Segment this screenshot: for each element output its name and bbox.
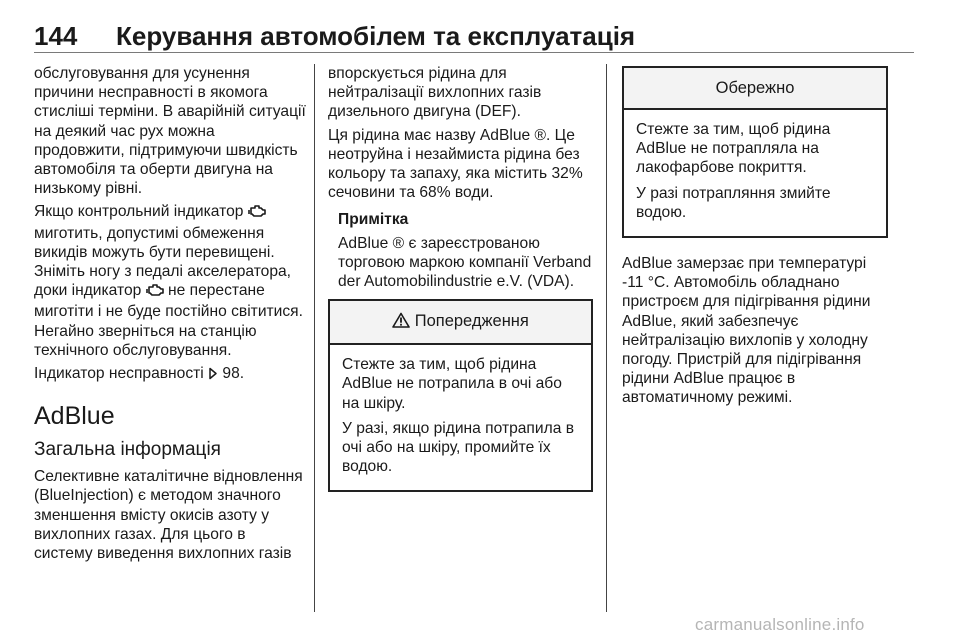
caution-title: Обережно	[715, 79, 795, 97]
column-divider-1	[314, 64, 315, 612]
caution-header	[624, 68, 886, 110]
paragraph: Ця рідина має назву AdBlue ®. Це неотруйна і незаймиста рідина без кольору та запаху, яка містить 32% сечовини та 68% води.	[328, 126, 583, 202]
paragraph: впорскується рідина для нейтралізації вихлопних газів дизельного двигуна (DEF).	[328, 65, 542, 121]
reference-text: Індикатор несправності	[34, 365, 204, 383]
note-title: Примітка	[338, 211, 409, 229]
caution-text: Стежте за тим, щоб рідина AdBlue не потрапляла на лакофарбове покриття.	[636, 121, 831, 177]
column-divider-2	[606, 64, 607, 612]
paragraph-text: миготить, допустимі обмеження викидів можуть бути перевищені. Зніміть ногу з педалі акселератора, доки індикатор	[34, 224, 292, 300]
paragraph: обслуговування для усунення причини несправності в якомога стисліші терміни. В аварійній ситуації на деякий час рух можна продовжити, підтримуючи швидкість автомобіля та оберти двигуна на низькому рівні.	[34, 65, 306, 198]
paragraph-text: Якщо контрольний індикатор	[34, 203, 244, 221]
engine-warning-icon	[248, 204, 266, 223]
reference-page[interactable]: 98.	[222, 365, 245, 383]
section-heading: AdBlue	[34, 402, 115, 431]
warning-text: Стежте за тим, щоб рідина AdBlue не потрапила в очі або на шкіру.	[342, 356, 562, 412]
column-2	[328, 64, 593, 492]
warning-box	[328, 299, 593, 492]
note-block	[338, 210, 593, 291]
paragraph: AdBlue замерзає при температурі -11 °C. Автомобіль обладнано пристроєм для підігрівання рідини AdBlue, який забезпечує нейтралізацію вихлопів у холодну погоду. Пристрій для підігрівання рідини AdBlue працює в автоматичному режимі.	[622, 255, 871, 407]
caution-box	[622, 66, 888, 238]
note-text: AdBlue ® є зареєстрованою торговою маркою компанії Verband der Automobilindustrie e.V. (VDA).	[338, 234, 592, 291]
paragraph: Селективне каталітичне відновлення (BlueInjection) є методом значного зменшення вмісту окисів азоту у вихлопних газах. Для цього в систему виведення вихлопних газів	[34, 468, 303, 563]
warning-triangle-icon	[392, 312, 410, 333]
paragraph-reference	[34, 364, 306, 385]
paragraph-indicator	[34, 202, 306, 360]
watermark: carmanualsonline.info	[695, 615, 865, 634]
caution-text: У разі потрапляння змийте водою.	[636, 184, 831, 221]
page-header	[34, 22, 914, 53]
paragraph-text: не перестане миготіти і не буде постійно світитися. Негайно зверніться на станцію технічного обслуговування.	[34, 282, 303, 359]
page-number: 144	[34, 21, 78, 51]
column-1	[34, 64, 306, 567]
subsection-heading: Загальна інформація	[34, 439, 221, 461]
warning-title: Попередження	[414, 312, 529, 331]
page-reference-arrow-icon[interactable]	[208, 366, 218, 385]
engine-warning-icon	[146, 283, 164, 302]
warning-header	[330, 301, 591, 345]
column-3	[622, 64, 888, 412]
caution-body	[624, 110, 886, 236]
chapter-title: Керування автомобілем та експлуатація	[116, 21, 636, 51]
warning-text: У разі, якщо рідина потрапила в очі або на шкіру, промийте їх водою.	[342, 419, 574, 476]
warning-body	[330, 345, 591, 490]
